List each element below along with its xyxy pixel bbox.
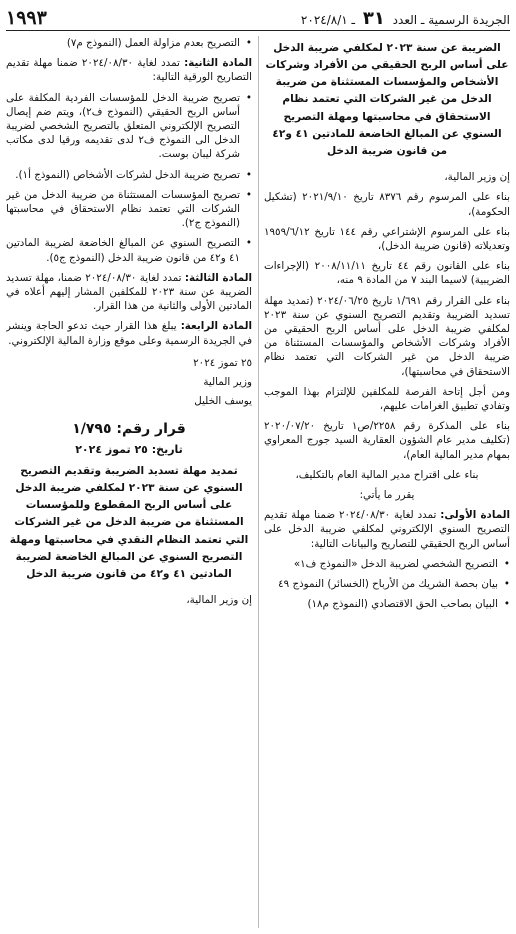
closing-minister: إن وزير المالية،: [186, 594, 252, 607]
list-item-text: التصريح السنوي عن المبالغ الخاضعة لضريبة المادتين ٤١ و٤٢ من قانون ضريبة الدخل (النموذج ج٥).: [6, 237, 240, 264]
gazette-issue-line: [301, 8, 510, 29]
list-item: [264, 557, 510, 571]
article-4-label: المادة الرابعة:: [180, 320, 252, 333]
bullet-icon: •: [245, 91, 252, 104]
signature-role: وزير المالية: [203, 376, 252, 389]
preamble-clause: بناء على المرسوم رقم ٨٣٧٦ تاريخ ٢٠٢١/٩/١٠ (تشكيل الحكومة)،: [264, 191, 510, 218]
article-3: [6, 271, 252, 314]
list-item: [264, 597, 510, 611]
article-2-label: المادة الثانية:: [184, 57, 252, 70]
list-item-text: التصريح الشخصي لضريبة الدخل «النموذج ف١»: [293, 557, 498, 570]
column-divider: [258, 36, 259, 928]
article-4-text: يبلغ هذا القرار حيث تدعو الحاجة وينشر في الجريدة الرسمية وعلى موقع وزارة المالية الإلكتروني.: [6, 320, 252, 347]
preamble-clause: بناء على القرار رقم ١/٦٩١ تاريخ ٢٠٢٤/٠٦/٢٥ (تمديد مهلة تسديد الضريبة وتقديم التصريح السنوي عن سنة ٢٠٢٣ لمكلفي ضريبة الدخل على أساس الربح الحقيقي من الأفراد وشركات الأشخاص والمؤسسات المستثناة من ضريبة الدخل من غير الشركات التي تعتمد نظام الاستحقاق في محاسبتها)،: [264, 294, 510, 378]
list-item: [6, 188, 252, 231]
preamble-clause: بناء على اقتراح مدير المالية العام بالتكليف،: [295, 468, 479, 481]
right-column: [264, 36, 510, 928]
issue-number: ٣١: [362, 7, 385, 29]
gazette-label: الجريدة الرسمية ـ العدد: [392, 12, 510, 27]
list-item-text: التصريح بعدم مزاولة العمل (النموذج م٧): [66, 37, 240, 49]
decides-line: يقرر ما يأتي:: [359, 488, 415, 501]
bullet-icon: •: [245, 237, 252, 250]
list-item-text: تصريح المؤسسات المستثناة من ضريبة الدخل من غير الشركات التي تعتمد نظام الاستحقاق في محاسبتها (النموذج ج٢).: [6, 188, 240, 230]
bullet-icon: •: [503, 557, 510, 570]
issue-date: ـ ٢٠٢٤/٨/١: [300, 12, 356, 27]
bullet-icon: •: [245, 188, 252, 201]
decision-title-continued: الضريبة عن سنة ٢٠٢٣ لمكلفي ضريبة الدخل على أساس الربح الحقيقي من الأفراد وشركات الأشخاص والمؤسسات المستثناة من ضريبة الدخل من غير الشركات التي تعتمد نظام الاستحقاق في محاسبتها ومهلة التصريح السنوي عن المبالغ الخاضعة للمادتين ٤١ و٤٢ من قانون ضريبة الدخل: [265, 42, 509, 157]
article-2: [6, 56, 252, 84]
list-item: [6, 236, 252, 264]
list-item: [6, 91, 252, 162]
list-item-text: تصريح ضريبة الدخل لشركات الأشخاص (النموذج أ١).: [15, 168, 240, 181]
article-3-label: المادة الثالثة:: [184, 271, 252, 284]
preamble-clause: بناء على المذكرة رقم ٢٢٥٨/ص١ تاريخ ٢٠٢٠/٠٧/٢٠ (تكليف مدير عام الشؤون العقارية السيد جورج المعراوي بمهام مدير المالية العام)،: [264, 420, 510, 461]
page-header: [6, 6, 510, 31]
preamble-clause: ومن أجل إتاحة الفرصة للمكلفين للإلتزام بهذا الموجب وتفادي تطبيق الغرامات عليهم،: [264, 385, 510, 412]
bullet-icon: •: [245, 168, 252, 181]
signature-date: ٢٥ تموز ٢٠٢٤: [193, 356, 252, 369]
list-item-text: تصريح ضريبة الدخل للمؤسسات الفردية المكلفة على أساس الربح الحقيقي (النموذج ف٢)، ويتم ضم إيصال التصريح الإلكتروني المتعلق بالتصريح الشخصي لضريبة الدخل الى النموذج ف٢ لدى تقديمه ورقيا لدى مكاتب شركة ليبان بوست.: [6, 91, 240, 161]
list-item: [6, 36, 252, 50]
preamble-clause: بناء على المرسوم الإشتراعي رقم ١٤٤ تاريخ ١٩٥٩/٦/١٢ وتعديلاته (قانون ضريبة الدخل)،: [264, 225, 510, 252]
signature-name: يوسف الخليل: [194, 395, 252, 408]
bullet-icon: •: [245, 37, 252, 49]
list-item: [264, 577, 510, 591]
signature-block: [6, 356, 252, 409]
article-2-text: تمدد لغاية ٢٠٢٤/٠٨/٣٠ ضمنا مهلة تقديم التصاريح الورقية التالية:: [6, 57, 252, 84]
list-item-text: بيان بحصة الشريك من الأرباح (الخسائر) النموذج ٤٩: [278, 577, 498, 590]
article-1-text: تمدد لغاية ٢٠٢٤/٠٨/٣٠ ضمنا مهلة تقديم التصريح السنوي الإلكتروني لمكلفي ضريبة الدخل على أساس الربح الحقيقي للتصاريح والبيانات التالية:: [264, 509, 510, 550]
article-4: [6, 319, 252, 347]
list-item: [6, 168, 252, 182]
list-item-text: البيان بصاحب الحق الاقتصادي (النموذج م١٨): [307, 598, 498, 611]
article-3-text: تمدد لغاية ٢٠٢٤/٠٨/٣٠ ضمنا، مهلة تسديد الضريبة عن سنة ٢٠٢٣ للمكلفين المشار إليهم أعلاه في المادتين الأولى والثانية من هذا القرار.: [6, 271, 252, 313]
left-column: [6, 36, 252, 928]
bullet-icon: •: [503, 598, 510, 611]
decision-title: تمديد مهلة تسديد الضريبة وتقديم التصريح السنوي عن سنة ٢٠٢٣ لمكلفي ضريبة الدخل على أساس الربح المقطوع وللمؤسسات المستثناة من ضريبة الدخل من غير الشركات التي تعتمد النظام النقدي في محاسبتها ومهلة التصريح السنوي عن المبالغ الخاضعة لضريبة المادتين ٤١ و٤٢ من قانون ضريبة الدخل: [9, 464, 249, 580]
preamble-clause: بناء على القانون رقم ٤٤ تاريخ ٢٠٠٨/١١/١١ (الإجراءات الضريبية) لاسيما البند ٧ من المادة ٩ منه،: [264, 260, 510, 287]
decision-number: قرار رقم: ١/٧٩٥: [72, 421, 186, 438]
bullet-icon: •: [503, 577, 510, 590]
article-1: [264, 508, 510, 551]
decision-date: تاريخ: ٢٥ تموز ٢٠٢٤: [75, 442, 183, 456]
preamble-minister: إن وزير المالية،: [444, 171, 510, 184]
article-1-label: المادة الأولى:: [440, 509, 510, 522]
page-number: ١٩٩٣: [6, 7, 47, 29]
